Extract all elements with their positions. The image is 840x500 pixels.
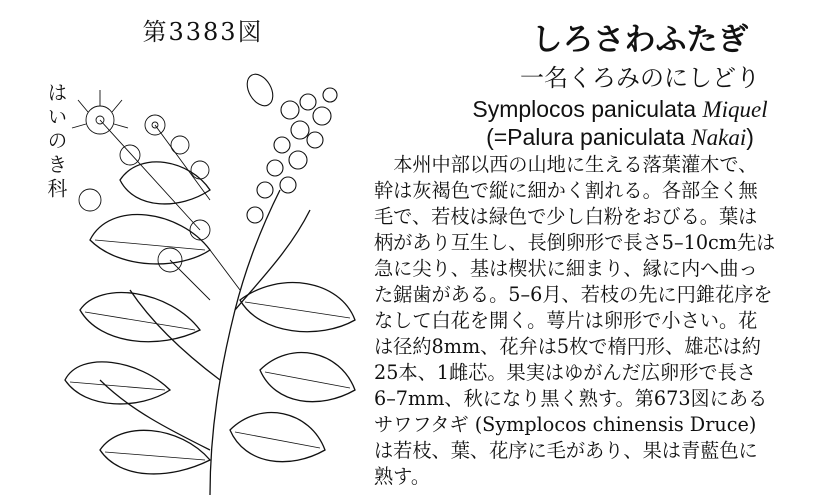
description-line: 6–7mm、秋になり黒く熟す。第673図にある <box>374 387 768 410</box>
description-line: 柄があり互生し、長倒卵形で長さ5–10cm先は <box>374 231 776 254</box>
genus-species: Symplocos paniculata <box>472 96 697 122</box>
scientific-name <box>400 96 840 123</box>
description-line: 幹は灰褐色で縦に細かく割れる。各部全く無 <box>374 179 758 202</box>
synonym-author: Nakai <box>691 125 747 150</box>
synonym-name <box>400 124 840 151</box>
description-line: た鋸歯がある。5–6月、若枝の先に円錐花序を <box>374 283 773 306</box>
description <box>374 152 826 490</box>
synonym-prefix: (=Palura paniculata <box>486 124 685 150</box>
description-line: は若枝、葉、花序に毛があり、果は青藍色に <box>374 439 758 462</box>
description-line: 本州中部以西の山地に生える落葉灌木で、 <box>393 153 758 176</box>
plant-alias: 一名くろみのにしどり <box>520 64 760 92</box>
family-name: はいのき科 <box>44 82 68 202</box>
description-line: サワフタギ (Symplocos chinensis Druce) <box>374 413 757 436</box>
plant-title: しろさわふたぎ <box>531 22 749 58</box>
description-line: 毛で、若枝は緑色で少し白粉をおびる。葉は <box>374 205 758 228</box>
description-line: 急に尖り、基は楔状に細まり、縁に内へ曲っ <box>374 257 758 280</box>
description-line: 熟す。 <box>374 465 431 488</box>
description-line: は径約8mm、花弁は5枚で楕円形、雄芯は約 <box>374 335 761 358</box>
synonym-suffix: ) <box>746 124 754 150</box>
author-name: Miquel <box>702 97 768 122</box>
figure-number: 第3383図 <box>142 18 264 46</box>
botanical-illustration <box>60 50 360 495</box>
description-line: なして白花を開く。萼片は卵形で小さい。花 <box>374 309 758 332</box>
description-line: 25本、1雌芯。果実はゆがんだ広卵形で長さ <box>374 361 756 384</box>
